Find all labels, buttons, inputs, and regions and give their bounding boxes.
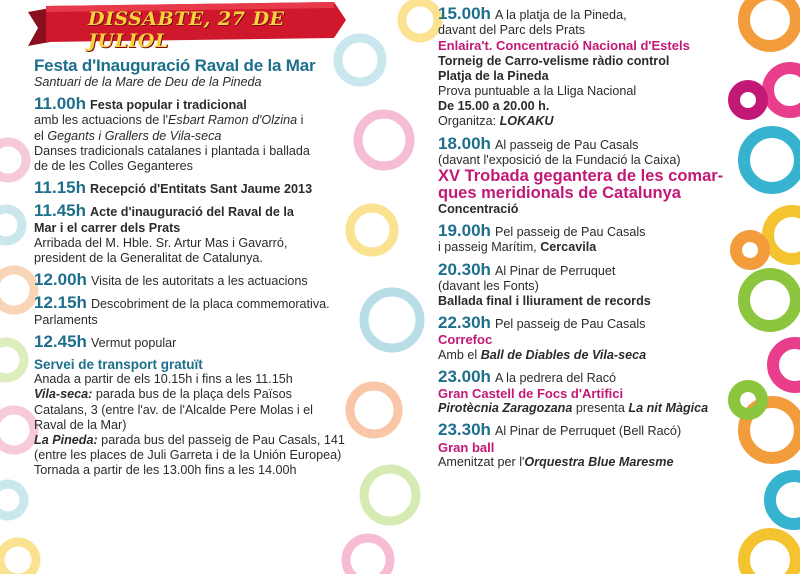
event-time: 11.00h xyxy=(34,94,86,114)
event-text: Danses tradicionals catalanes i plantada i ballada xyxy=(34,143,310,158)
event-text: president de la Generalitat de Catalunya. xyxy=(34,251,263,266)
event-text: Vermut popular xyxy=(90,335,177,350)
event-title: Torneig de Carro-velisme ràdio control xyxy=(438,53,670,68)
event-text: i xyxy=(297,113,304,128)
transport-stop-label: Vila-seca: xyxy=(34,387,93,402)
event-text: el xyxy=(34,128,48,143)
event-text: Organitza: xyxy=(438,114,500,129)
event-title: Recepció d'Entitats Sant Jaume 2013 xyxy=(90,182,313,197)
transport-text: (entre les places de Juli Garreta i de la Unión Europea) xyxy=(34,448,342,463)
event-text: Parlaments xyxy=(34,312,98,327)
event-text: Al passeig de Pau Casals xyxy=(494,137,639,152)
festa-title: Festa d'Inauguració Raval de la Mar xyxy=(34,56,316,75)
event-time: 19.00h xyxy=(438,221,491,241)
event-1100 xyxy=(34,96,364,174)
event-time: 20.30h xyxy=(438,259,491,279)
event-text: Arribada del M. Hble. Sr. Artur Mas i Gavarró, xyxy=(34,235,288,250)
event-time: 23.30h xyxy=(438,420,491,440)
event-text: presenta xyxy=(572,401,629,416)
event-text: davant del Parc dels Prats xyxy=(438,23,586,38)
event-1200 xyxy=(34,272,364,289)
transport-text: Raval de la Mar) xyxy=(34,417,127,432)
event-text: Esbart Ramon d'Olzina xyxy=(168,113,298,128)
event-title: Concentració xyxy=(438,202,519,217)
event-text: A la platja de la Pineda, xyxy=(494,8,627,22)
event-time: 18.00h xyxy=(438,133,491,153)
event-time: 11.45h xyxy=(34,201,86,221)
event-title: Cercavila xyxy=(540,240,597,255)
transport-text: parada bus de la plaça dels Països xyxy=(92,387,292,402)
event-2330 xyxy=(438,422,758,470)
right-column xyxy=(438,6,758,476)
event-title: Ballada final i lliurament de records xyxy=(438,294,651,309)
event-highlight-title: XV Trobada gegantera de les comar- xyxy=(438,167,724,186)
event-2300 xyxy=(438,366,758,417)
event-time: 12.15h xyxy=(34,293,87,313)
event-1245 xyxy=(34,331,364,351)
event-time: 22.30h xyxy=(438,313,491,333)
event-1500 xyxy=(438,6,758,130)
event-1800 xyxy=(438,133,758,218)
event-2230 xyxy=(438,315,758,363)
event-text: (davant les Fonts) xyxy=(438,278,539,293)
event-1115 xyxy=(34,180,364,197)
event-text: (davant l'exposició de la Fundació la Caixa) xyxy=(438,152,681,167)
event-subtitle: Correfoc xyxy=(438,332,493,348)
banner-date: DISSABTE, 27 DE JULIOL xyxy=(88,8,285,52)
event-text: amb les actuacions de l' xyxy=(34,113,169,128)
event-time: 11.15h xyxy=(34,178,86,198)
transport-text: Catalans, 3 (entre l'av. de l'Alcalde Pere Molas i el xyxy=(34,402,313,417)
event-title: Mar i el carrer dels Prats xyxy=(34,220,181,235)
transport-title: Servei de transport gratuït xyxy=(34,357,203,373)
date-banner xyxy=(28,2,346,52)
event-text: Pel passeig de Pau Casals xyxy=(494,317,646,332)
event-text: Visita de les autoritats a les actuacions xyxy=(90,274,308,289)
event-text: A la pedrera del Racó xyxy=(494,370,617,385)
event-time: 12.45h xyxy=(34,331,87,351)
transport-stop-label: La Pineda: xyxy=(34,433,98,448)
event-text: Gegants i Grallers de Vila-seca xyxy=(47,128,222,143)
event-time: 23.00h xyxy=(438,366,491,386)
event-text: de de les Colles Geganteres xyxy=(34,159,193,174)
transport-section xyxy=(34,357,364,479)
event-title: De 15.00 a 20.00 h. xyxy=(438,99,550,114)
performer-name: Orquestra Blue Maresme xyxy=(524,454,674,469)
event-subtitle: Gran Castell de Focs d'Artifici xyxy=(438,386,624,402)
event-title: Platja de la Pineda xyxy=(438,68,549,83)
show-name: La nit Màgica xyxy=(628,401,709,416)
transport-text: parada bus del passeig de Pau Casals, 141 xyxy=(97,433,345,448)
event-text: Amenitzat per l' xyxy=(438,454,525,469)
event-1215 xyxy=(34,295,364,327)
performer-name: Ball de Diables de Vila-seca xyxy=(480,347,647,362)
event-1145 xyxy=(34,203,364,266)
event-text: Al Pinar de Perruquet (Bell Racó) xyxy=(494,424,682,439)
event-text: Al Pinar de Perruquet xyxy=(494,263,616,278)
event-title: Acte d'inauguració del Raval de la xyxy=(90,205,294,220)
event-time: 15.00h xyxy=(438,4,491,23)
left-column xyxy=(34,56,364,479)
performer-name: Pirotècnia Zaragozana xyxy=(438,401,573,416)
event-title: Festa popular i tradicional xyxy=(90,98,247,113)
event-highlight-title: ques meridionals de Catalunya xyxy=(438,184,681,203)
event-text: i passeig Marítim, xyxy=(438,240,541,255)
event-text: Amb el xyxy=(438,347,481,362)
transport-text: Tornada a partir de les 13.00h fins a les 14.00h xyxy=(34,463,297,478)
event-text: Pel passeig de Pau Casals xyxy=(494,225,646,240)
event-2030 xyxy=(438,259,758,310)
organizer-name: LOKAKU xyxy=(499,114,554,129)
event-subtitle: Enlaira't. Concentració Nacional d'Estels xyxy=(438,38,690,54)
festa-subtitle: Santuari de la Mare de Deu de la Pineda xyxy=(34,75,262,89)
event-time: 12.00h xyxy=(34,270,87,290)
event-text: Descobriment de la placa commemorativa. xyxy=(90,297,330,312)
event-text: Prova puntuable a la Lliga Nacional xyxy=(438,84,637,99)
transport-text: Anada a partir de els 10.15h i fins a les 11.15h xyxy=(34,372,293,387)
event-subtitle: Gran ball xyxy=(438,439,495,455)
event-1900 xyxy=(438,223,758,255)
